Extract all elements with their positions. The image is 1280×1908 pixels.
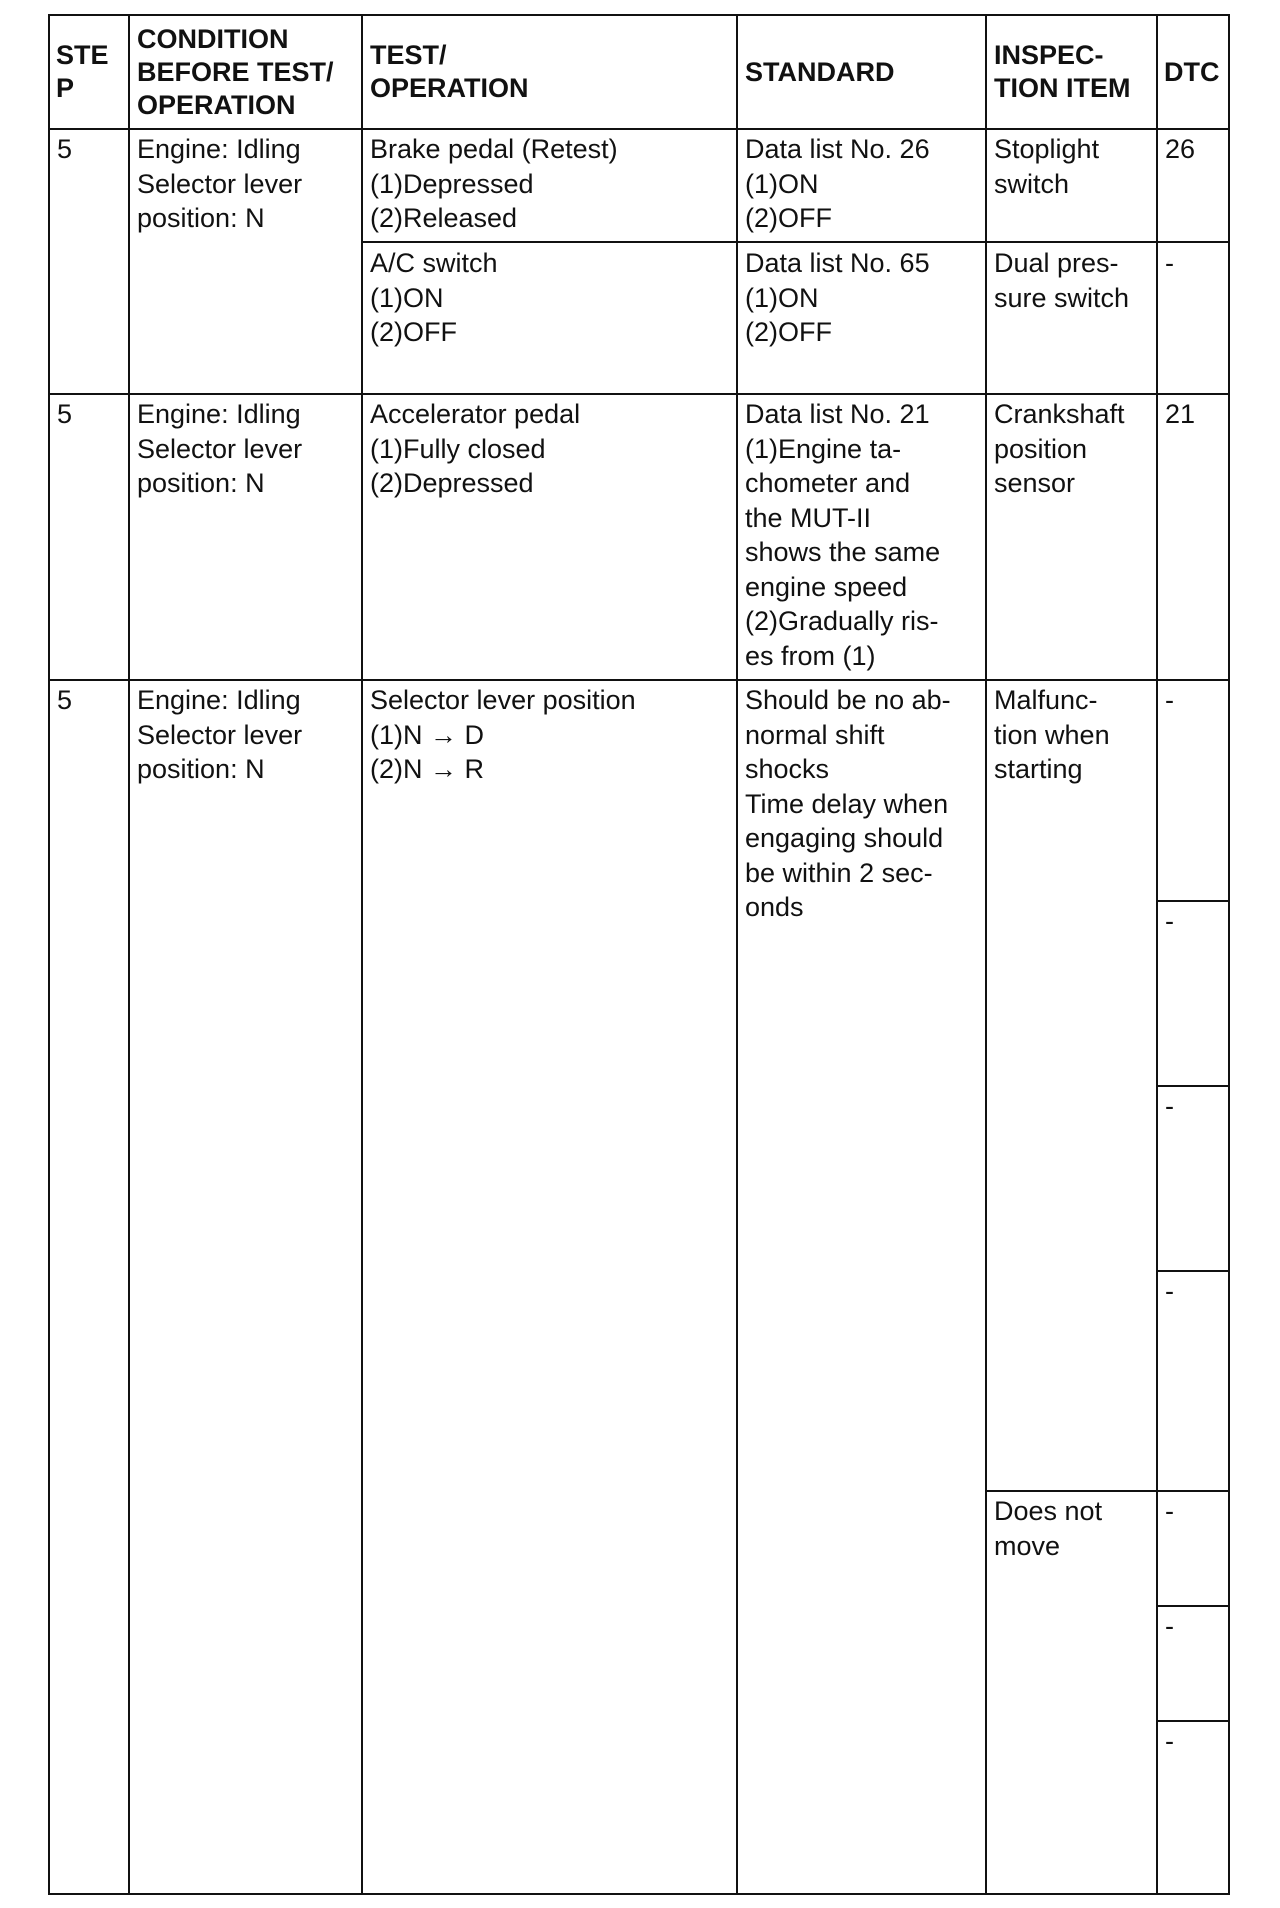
row2-step: 5 [57,399,73,429]
col-divider [128,16,130,1893]
row3-dtc: - [1165,685,1174,715]
dtc-divider [1156,1085,1228,1087]
row2-dtc: 21 [1165,399,1196,429]
row1b-dtc: - [1165,248,1174,278]
row3-dtc: - [1165,906,1174,936]
row2-condition: Engine: Idling Selector lever position: N [137,399,303,498]
row-divider [361,241,1228,243]
header-inspection: INSPEC- TION ITEM [994,40,1131,103]
dtc-divider [1156,900,1228,902]
row3-inspection-malfunction: Malfunc- tion when starting [994,685,1110,784]
row1a-dtc: 26 [1165,134,1196,164]
row3-dtc: - [1165,1496,1174,1526]
row2-standard: Data list No. 21 (1)Engine ta- chometer and the MUT-II shows the same engine speed (2)Gradually ris- es from (1) [745,399,941,671]
row3-dtc: - [1165,1276,1174,1306]
dtc-divider [1156,1270,1228,1272]
row1b-standard: Data list No. 65 (1)ON (2)OFF [745,248,930,347]
row1a-inspection: Stoplight switch [994,134,1100,199]
row-divider [50,393,1228,395]
inspection-table [48,14,1230,1895]
header-divider [50,128,1228,130]
header-dtc: DTC [1164,56,1220,87]
row1a-standard: Data list No. 26 (1)ON (2)OFF [745,134,930,233]
inspection-divider [985,1490,1228,1492]
row2-inspection: Crankshaft position sensor [994,399,1125,498]
header-condition: CONDITION BEFORE TEST/ OPERATION [137,23,334,120]
row3-test: Selector lever position (1)N → D (2)N → R [370,685,636,784]
header-standard: STANDARD [745,56,895,87]
row2-test: Accelerator pedal (1)Fully closed (2)Depressed [370,399,581,498]
row3-standard: Should be no ab- normal shift shocks Time delay when engaging should be within 2 sec- onds [745,685,951,922]
row3-dtc: - [1165,1611,1174,1641]
row3-step: 5 [57,685,73,715]
header-test: TEST/ OPERATION [370,40,529,103]
dtc-divider [1156,1720,1228,1722]
row1b-test: A/C switch (1)ON (2)OFF [370,248,498,347]
dtc-divider [1156,1605,1228,1607]
row-divider [50,679,1228,681]
row1a-test: Brake pedal (Retest) (1)Depressed (2)Released [370,134,618,233]
row1-step: 5 [57,134,73,164]
header-step: STE P [56,40,109,103]
row3-inspection-does-not-move: Does not move [994,1496,1103,1561]
row3-dtc: - [1165,1726,1174,1756]
row3-dtc: - [1165,1091,1174,1121]
row3-condition: Engine: Idling Selector lever position: N [137,685,303,784]
row1-condition: Engine: Idling Selector lever position: N [137,134,303,233]
row1b-inspection: Dual pres- sure switch [994,248,1130,313]
